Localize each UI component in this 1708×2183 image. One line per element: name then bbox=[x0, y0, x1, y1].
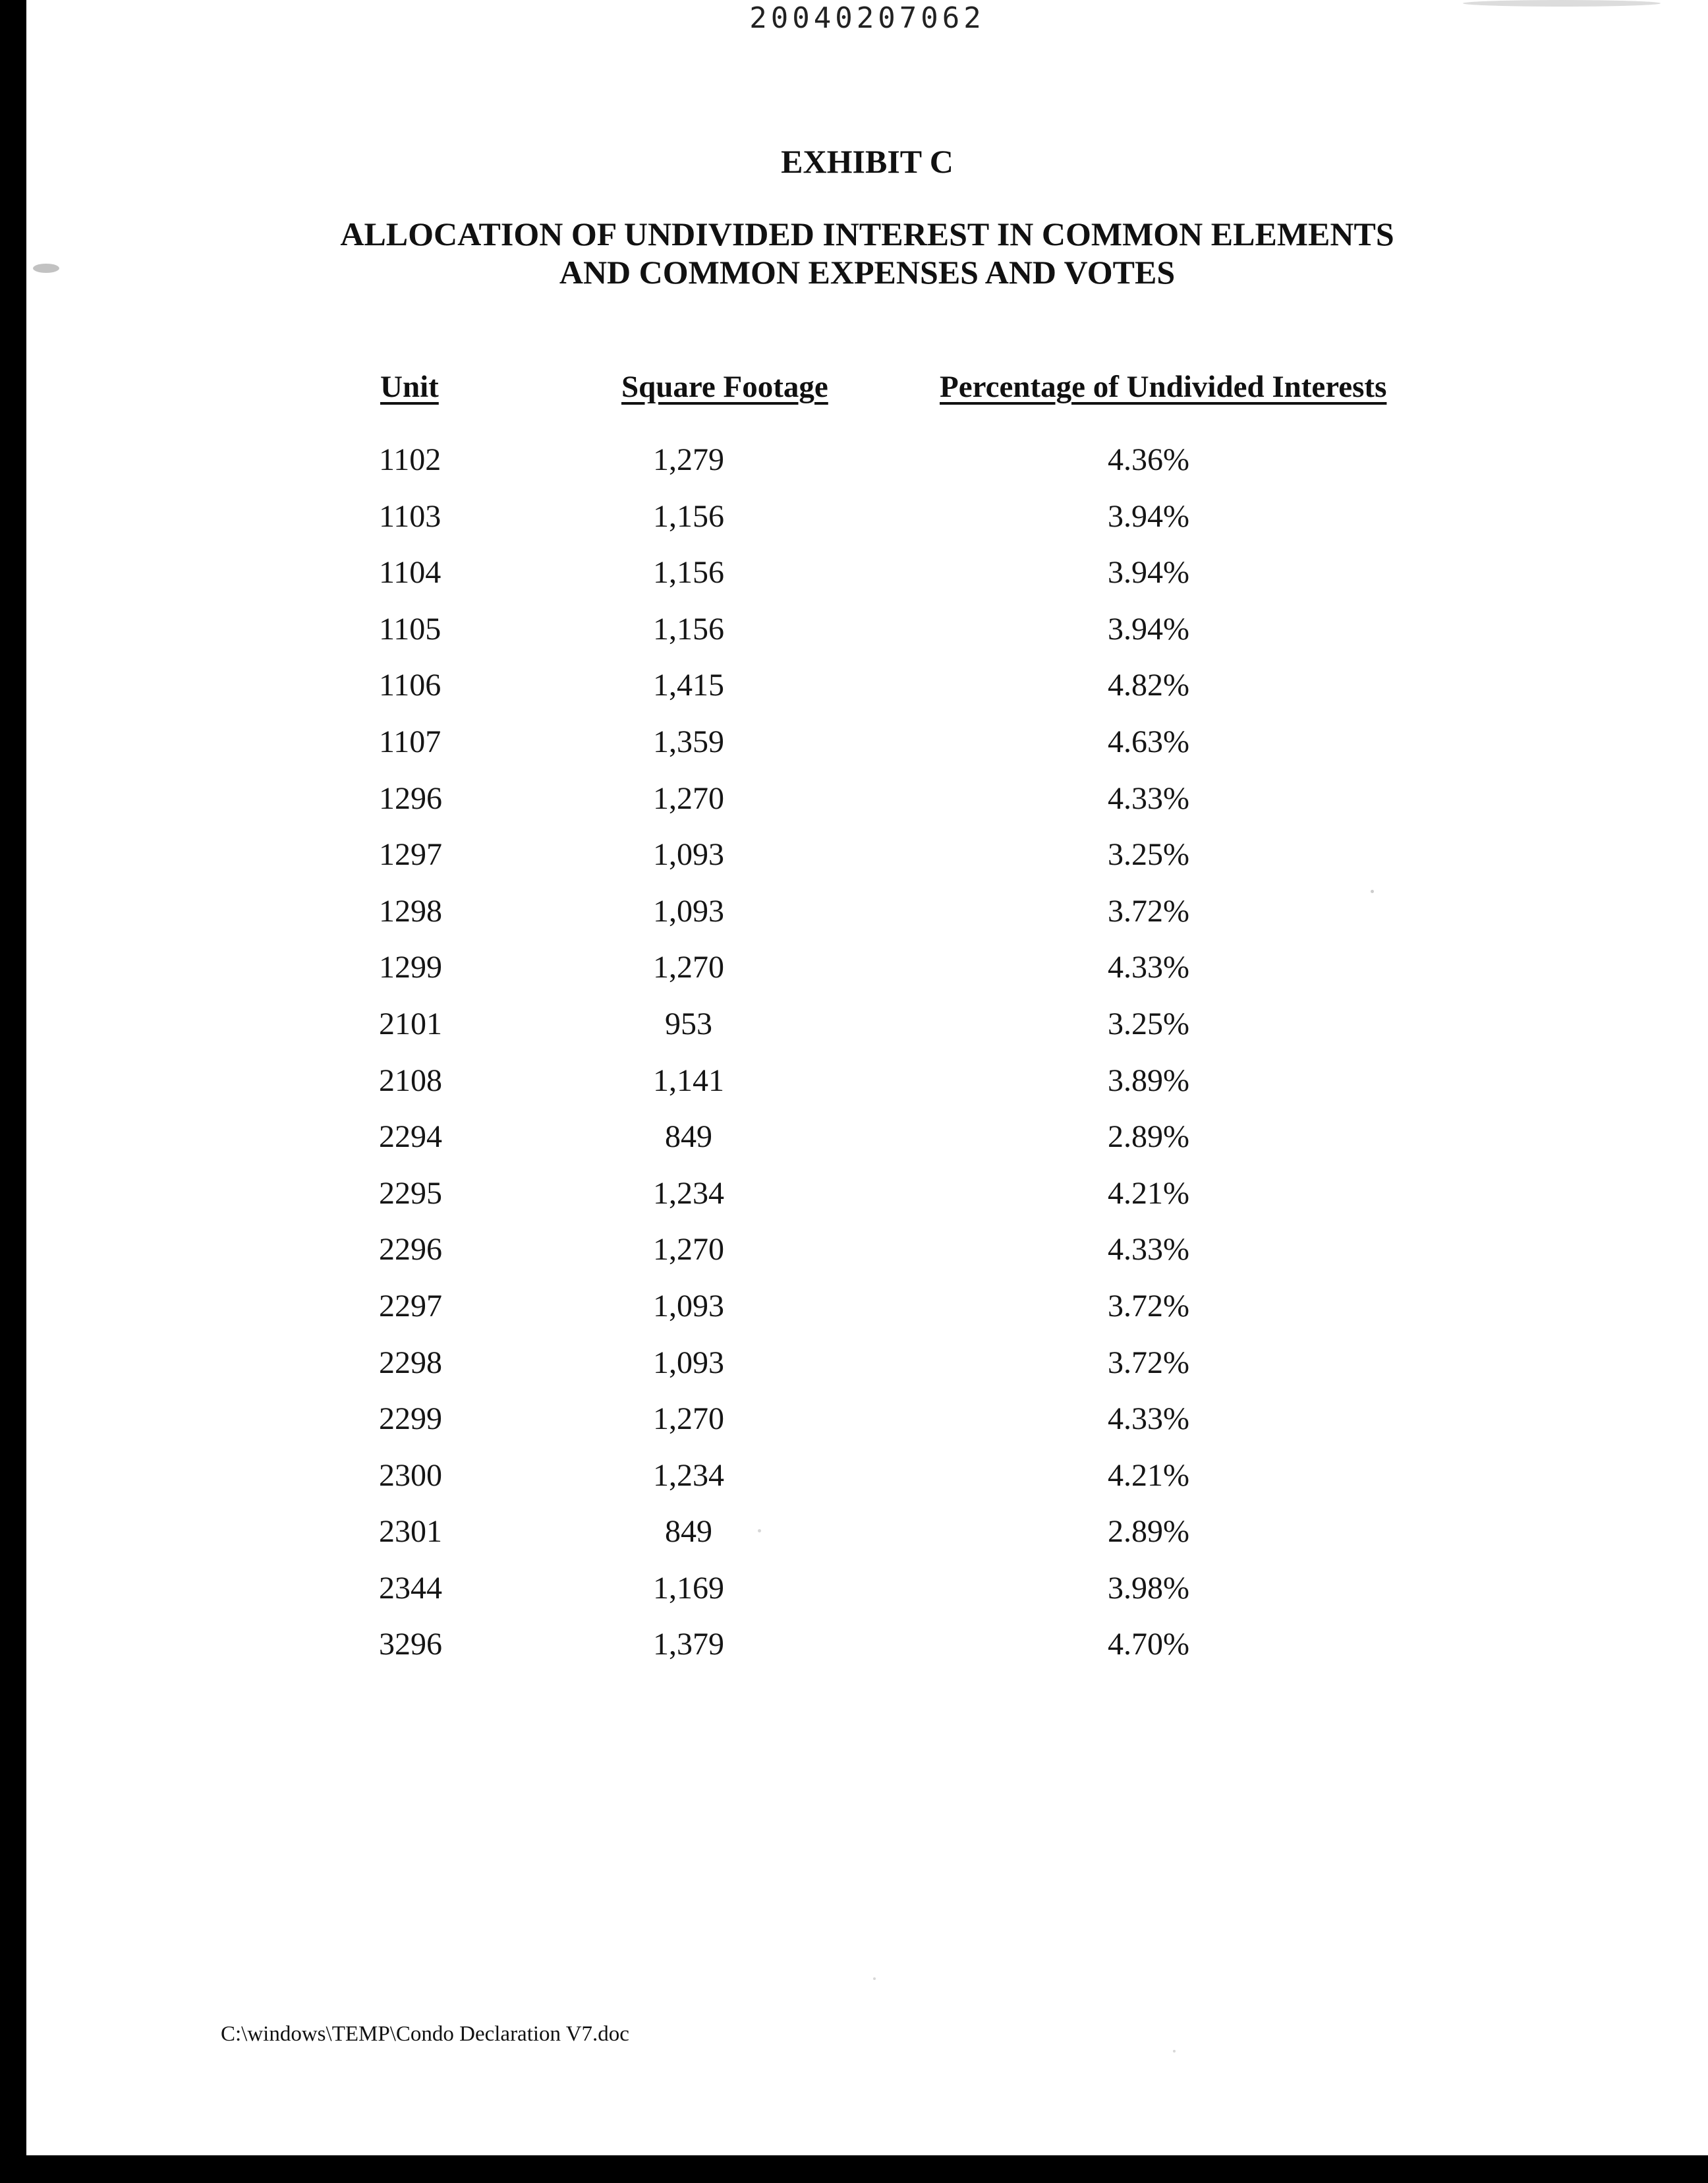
percentage-cell: 4.33% bbox=[1108, 1401, 1189, 1437]
table-row bbox=[26, 1570, 1708, 1627]
table-row bbox=[26, 442, 1708, 498]
table-row bbox=[26, 949, 1708, 1006]
square-footage-cell: 1,093 bbox=[653, 1288, 724, 1324]
unit-cell: 1107 bbox=[379, 724, 441, 759]
unit-cell: 1103 bbox=[379, 498, 441, 534]
percentage-cell: 3.94% bbox=[1108, 611, 1189, 647]
unit-cell: 2298 bbox=[379, 1345, 442, 1380]
square-footage-cell: 1,093 bbox=[653, 837, 724, 873]
table-row bbox=[26, 498, 1708, 555]
percentage-cell: 3.98% bbox=[1108, 1570, 1189, 1606]
square-footage-cell: 1,270 bbox=[653, 780, 724, 816]
table-row bbox=[26, 611, 1708, 668]
percentage-cell: 3.72% bbox=[1108, 1345, 1189, 1380]
square-footage-cell: 1,270 bbox=[653, 1232, 724, 1267]
square-footage-cell: 1,279 bbox=[653, 442, 724, 477]
allocation-title bbox=[26, 215, 1708, 291]
unit-cell: 2299 bbox=[379, 1401, 442, 1437]
table-row bbox=[26, 1345, 1708, 1401]
table-row bbox=[26, 1513, 1708, 1570]
header-square-footage: Square Footage bbox=[621, 370, 828, 404]
square-footage-cell: 1,234 bbox=[653, 1175, 724, 1211]
table-row bbox=[26, 1288, 1708, 1345]
percentage-cell: 3.89% bbox=[1108, 1062, 1189, 1098]
square-footage-cell: 1,379 bbox=[653, 1627, 724, 1662]
table-row bbox=[26, 1231, 1708, 1288]
square-footage-cell: 1,415 bbox=[653, 668, 724, 703]
percentage-cell: 4.21% bbox=[1108, 1175, 1189, 1211]
percentage-cell: 4.70% bbox=[1108, 1627, 1189, 1662]
percentage-cell: 3.25% bbox=[1108, 1006, 1189, 1041]
percentage-cell: 4.82% bbox=[1108, 668, 1189, 703]
scan-noise bbox=[873, 1977, 876, 1980]
square-footage-cell: 1,093 bbox=[653, 1345, 724, 1380]
table-row bbox=[26, 1119, 1708, 1175]
scan-noise bbox=[33, 264, 59, 273]
table-row bbox=[26, 554, 1708, 611]
unit-cell: 2344 bbox=[379, 1570, 442, 1606]
unit-cell: 1105 bbox=[379, 611, 441, 647]
table-row bbox=[26, 1457, 1708, 1514]
scan-noise bbox=[1463, 0, 1661, 7]
exhibit-title: EXHIBIT C bbox=[781, 143, 954, 180]
document-number: 20040207062 bbox=[749, 1, 985, 35]
table-row bbox=[26, 1062, 1708, 1119]
unit-cell: 1296 bbox=[379, 780, 442, 816]
square-footage-cell: 1,234 bbox=[653, 1457, 724, 1493]
unit-cell: 2300 bbox=[379, 1457, 442, 1493]
unit-cell: 2108 bbox=[379, 1062, 442, 1098]
unit-cell: 2101 bbox=[379, 1006, 442, 1041]
table-row bbox=[26, 667, 1708, 724]
scan-noise bbox=[758, 1529, 761, 1532]
square-footage-cell: 849 bbox=[665, 1119, 712, 1155]
unit-cell: 2301 bbox=[379, 1514, 442, 1550]
percentage-cell: 3.25% bbox=[1108, 837, 1189, 873]
square-footage-cell: 1,156 bbox=[653, 498, 724, 534]
square-footage-cell: 1,093 bbox=[653, 893, 724, 929]
table-row bbox=[26, 724, 1708, 780]
percentage-cell: 2.89% bbox=[1108, 1514, 1189, 1550]
header-unit: Unit bbox=[380, 370, 439, 404]
title-line-1: ALLOCATION OF UNDIVIDED INTEREST IN COMMON ELEMENTS bbox=[340, 216, 1394, 252]
table-body bbox=[26, 442, 1708, 1683]
unit-cell: 3296 bbox=[379, 1627, 442, 1662]
unit-cell: 1104 bbox=[379, 555, 441, 591]
percentage-cell: 4.36% bbox=[1108, 442, 1189, 477]
square-footage-cell: 1,169 bbox=[653, 1570, 724, 1606]
square-footage-cell: 953 bbox=[665, 1006, 712, 1041]
percentage-cell: 3.72% bbox=[1108, 1288, 1189, 1324]
table-row bbox=[26, 1401, 1708, 1457]
square-footage-cell: 1,156 bbox=[653, 555, 724, 591]
percentage-cell: 4.33% bbox=[1108, 950, 1189, 985]
table-row bbox=[26, 893, 1708, 950]
square-footage-cell: 1,270 bbox=[653, 950, 724, 985]
percentage-cell: 4.21% bbox=[1108, 1457, 1189, 1493]
unit-cell: 2295 bbox=[379, 1175, 442, 1211]
table-row bbox=[26, 1006, 1708, 1062]
percentage-cell: 3.94% bbox=[1108, 498, 1189, 534]
unit-cell: 2294 bbox=[379, 1119, 442, 1155]
square-footage-cell: 1,141 bbox=[653, 1062, 724, 1098]
header-percentage: Percentage of Undivided Interests bbox=[940, 370, 1387, 404]
unit-cell: 1102 bbox=[379, 442, 441, 477]
title-line-2: AND COMMON EXPENSES AND VOTES bbox=[559, 254, 1176, 291]
table-header-row bbox=[26, 369, 1708, 422]
square-footage-cell: 1,270 bbox=[653, 1401, 724, 1437]
percentage-cell: 2.89% bbox=[1108, 1119, 1189, 1155]
square-footage-cell: 1,156 bbox=[653, 611, 724, 647]
scan-noise bbox=[1371, 890, 1374, 893]
percentage-cell: 3.72% bbox=[1108, 893, 1189, 929]
table-row bbox=[26, 1175, 1708, 1232]
document-page bbox=[26, 0, 1708, 2155]
square-footage-cell: 849 bbox=[665, 1514, 712, 1550]
footer-file-path: C:\windows\TEMP\Condo Declaration V7.doc bbox=[221, 2022, 629, 2046]
table-row bbox=[26, 836, 1708, 893]
unit-cell: 1299 bbox=[379, 950, 442, 985]
unit-cell: 1106 bbox=[379, 668, 441, 703]
percentage-cell: 4.33% bbox=[1108, 1232, 1189, 1267]
square-footage-cell: 1,359 bbox=[653, 724, 724, 759]
unit-cell: 1298 bbox=[379, 893, 442, 929]
scan-noise bbox=[1173, 2050, 1176, 2052]
percentage-cell: 3.94% bbox=[1108, 555, 1189, 591]
unit-cell: 1297 bbox=[379, 837, 442, 873]
allocation-table bbox=[26, 369, 1708, 1662]
unit-cell: 2297 bbox=[379, 1288, 442, 1324]
table-row bbox=[26, 780, 1708, 837]
percentage-cell: 4.63% bbox=[1108, 724, 1189, 759]
table-row bbox=[26, 1626, 1708, 1683]
unit-cell: 2296 bbox=[379, 1232, 442, 1267]
percentage-cell: 4.33% bbox=[1108, 780, 1189, 816]
